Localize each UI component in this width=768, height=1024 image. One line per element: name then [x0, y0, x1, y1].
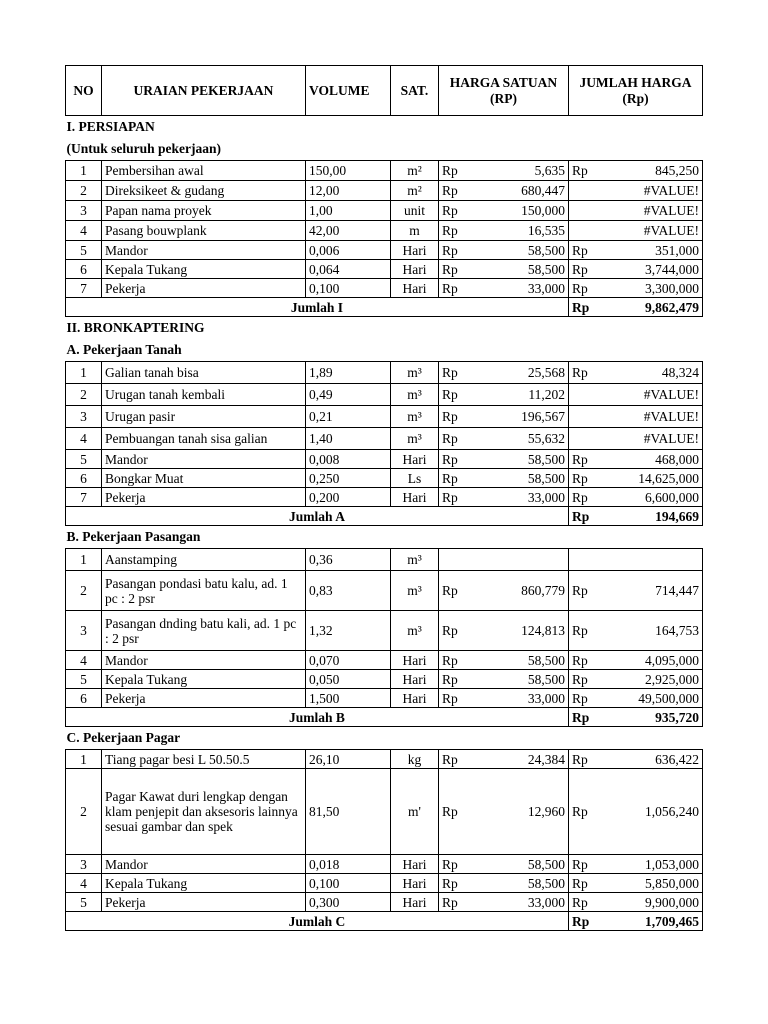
section-title: A. Pekerjaan Tanah [66, 342, 182, 357]
row-price-currency: Rp [439, 384, 479, 406]
table-row [66, 769, 703, 855]
row-price-currency: Rp [439, 689, 479, 708]
row-total-currency: Rp [569, 260, 609, 279]
table-row [66, 260, 703, 279]
row-unit-price: 33,000 [479, 689, 569, 708]
row-price-currency: Rp [439, 450, 479, 469]
row-total: 48,324 [609, 362, 703, 384]
subtotal-currency: Rp [569, 507, 609, 526]
row-volume: 0,050 [306, 670, 391, 689]
row-no: 3 [66, 406, 102, 428]
row-unit-price: 24,384 [479, 750, 569, 769]
row-no: 6 [66, 689, 102, 708]
row-volume: 0,49 [306, 384, 391, 406]
row-unit: Ls [391, 469, 439, 488]
row-unit-price: 680,447 [479, 181, 569, 201]
row-description: Pembersihan awal [102, 161, 306, 181]
section-title: (Untuk seluruh pekerjaan) [66, 141, 222, 156]
row-description: Pekerja [102, 893, 306, 912]
row-total: 4,095,000 [609, 651, 703, 670]
row-total: 2,925,000 [609, 670, 703, 689]
row-unit: Hari [391, 855, 439, 874]
row-description: Pekerja [102, 488, 306, 507]
row-price-currency: Rp [439, 362, 479, 384]
row-price-currency: Rp [439, 241, 479, 260]
table-row [66, 450, 703, 469]
row-total-currency: Rp [569, 874, 609, 893]
row-unit: Hari [391, 241, 439, 260]
row-volume: 0,300 [306, 893, 391, 912]
section-title-row [66, 339, 703, 362]
row-unit-price: 33,000 [479, 279, 569, 298]
rab-table [65, 65, 703, 931]
section-title: I. PERSIAPAN [66, 119, 155, 134]
row-unit-price: 196,567 [479, 406, 569, 428]
row-volume: 0,36 [306, 549, 391, 571]
row-total-currency: Rp [569, 611, 609, 651]
row-no: 7 [66, 488, 102, 507]
row-no: 7 [66, 279, 102, 298]
row-total-currency [569, 221, 609, 241]
subtotal-row [66, 708, 703, 727]
header-no: NO [66, 66, 102, 116]
row-price-currency: Rp [439, 181, 479, 201]
section-title-row [66, 526, 703, 549]
subtotal-amount: 935,720 [609, 708, 703, 727]
row-no: 2 [66, 571, 102, 611]
row-unit: Hari [391, 893, 439, 912]
row-description: Pembuangan tanah sisa galian [102, 428, 306, 450]
row-total: 6,600,000 [609, 488, 703, 507]
row-no: 4 [66, 428, 102, 450]
row-total-currency: Rp [569, 488, 609, 507]
row-volume: 150,00 [306, 161, 391, 181]
row-unit: Hari [391, 670, 439, 689]
row-volume: 0,100 [306, 279, 391, 298]
row-total-currency [569, 181, 609, 201]
row-total-currency: Rp [569, 689, 609, 708]
row-no: 5 [66, 450, 102, 469]
row-total: 1,056,240 [609, 769, 703, 855]
row-no: 2 [66, 769, 102, 855]
table-row [66, 689, 703, 708]
row-unit: Hari [391, 488, 439, 507]
row-total: 3,300,000 [609, 279, 703, 298]
subtotal-label: Jumlah C [66, 912, 569, 931]
header-uraian: URAIAN PEKERJAAN [102, 66, 306, 116]
row-price-currency: Rp [439, 221, 479, 241]
table-row [66, 893, 703, 912]
row-total [609, 549, 703, 571]
row-total: #VALUE! [609, 384, 703, 406]
table-row [66, 221, 703, 241]
table-row [66, 384, 703, 406]
section-title-row [66, 727, 703, 750]
subtotal-label: Jumlah A [66, 507, 569, 526]
table-row [66, 571, 703, 611]
subtotal-currency: Rp [569, 912, 609, 931]
header-sat: SAT. [391, 66, 439, 116]
row-no: 3 [66, 201, 102, 221]
row-total: #VALUE! [609, 221, 703, 241]
row-total-currency: Rp [569, 571, 609, 611]
row-unit: kg [391, 750, 439, 769]
row-no: 3 [66, 611, 102, 651]
row-volume: 42,00 [306, 221, 391, 241]
row-unit-price: 58,500 [479, 874, 569, 893]
row-price-currency: Rp [439, 279, 479, 298]
section-title-row [66, 317, 703, 340]
row-volume: 0,100 [306, 874, 391, 893]
row-volume: 0,006 [306, 241, 391, 260]
row-total: 714,447 [609, 571, 703, 611]
row-volume: 0,008 [306, 450, 391, 469]
row-volume: 1,40 [306, 428, 391, 450]
row-total: 468,000 [609, 450, 703, 469]
row-volume: 0,200 [306, 488, 391, 507]
row-total-currency: Rp [569, 651, 609, 670]
row-price-currency: Rp [439, 161, 479, 181]
row-total-currency [569, 201, 609, 221]
row-unit-price: 55,632 [479, 428, 569, 450]
row-unit: Hari [391, 689, 439, 708]
row-description: Mandor [102, 651, 306, 670]
row-unit-price: 860,779 [479, 571, 569, 611]
rab-document [65, 65, 702, 931]
row-description: Pekerja [102, 279, 306, 298]
row-volume: 0,070 [306, 651, 391, 670]
table-row [66, 161, 703, 181]
table-row [66, 488, 703, 507]
table-row [66, 406, 703, 428]
row-description: Tiang pagar besi L 50.50.5 [102, 750, 306, 769]
row-unit: m' [391, 769, 439, 855]
row-description: Kepala Tukang [102, 260, 306, 279]
row-price-currency: Rp [439, 260, 479, 279]
table-row [66, 670, 703, 689]
table-row [66, 651, 703, 670]
row-description: Pasangan dnding batu kali, ad. 1 pc : 2 psr [102, 611, 306, 651]
row-price-currency: Rp [439, 469, 479, 488]
row-unit: m³ [391, 611, 439, 651]
row-unit: Hari [391, 260, 439, 279]
row-unit: m² [391, 161, 439, 181]
row-price-currency: Rp [439, 893, 479, 912]
subtotal-currency: Rp [569, 298, 609, 317]
row-total-currency: Rp [569, 362, 609, 384]
row-no: 4 [66, 651, 102, 670]
row-description: Kepala Tukang [102, 874, 306, 893]
row-no: 5 [66, 241, 102, 260]
row-unit-price: 12,960 [479, 769, 569, 855]
row-no: 4 [66, 221, 102, 241]
row-unit-price [479, 549, 569, 571]
row-unit: m [391, 221, 439, 241]
row-no: 6 [66, 260, 102, 279]
table-row [66, 241, 703, 260]
row-total: 49,500,000 [609, 689, 703, 708]
row-price-currency: Rp [439, 874, 479, 893]
row-no: 1 [66, 750, 102, 769]
section-title: B. Pekerjaan Pasangan [66, 529, 201, 544]
row-unit-price: 33,000 [479, 488, 569, 507]
row-description: Urugan tanah kembali [102, 384, 306, 406]
header-jumlah-harga: JUMLAH HARGA (Rp) [569, 66, 703, 116]
row-total-currency: Rp [569, 241, 609, 260]
row-description: Kepala Tukang [102, 670, 306, 689]
row-total: #VALUE! [609, 181, 703, 201]
row-total-currency: Rp [569, 855, 609, 874]
row-total-currency: Rp [569, 279, 609, 298]
table-row [66, 611, 703, 651]
header-harga-satuan: HARGA SATUAN (RP) [439, 66, 569, 116]
section-title: C. Pekerjaan Pagar [66, 730, 181, 745]
row-total: #VALUE! [609, 406, 703, 428]
table-header-row [66, 66, 703, 116]
row-unit: m³ [391, 549, 439, 571]
row-no: 1 [66, 362, 102, 384]
row-price-currency: Rp [439, 571, 479, 611]
row-total-currency: Rp [569, 750, 609, 769]
row-unit: Hari [391, 279, 439, 298]
row-total-currency [569, 384, 609, 406]
row-price-currency: Rp [439, 769, 479, 855]
row-unit: Hari [391, 874, 439, 893]
row-description: Pasangan pondasi batu kalu, ad. 1 pc : 2 psr [102, 571, 306, 611]
row-unit: m³ [391, 384, 439, 406]
row-total-currency [569, 428, 609, 450]
row-description: Papan nama proyek [102, 201, 306, 221]
table-body [66, 116, 703, 931]
section-title-row [66, 138, 703, 161]
row-no: 5 [66, 893, 102, 912]
row-price-currency: Rp [439, 201, 479, 221]
row-unit-price: 58,500 [479, 241, 569, 260]
row-unit-price: 5,635 [479, 161, 569, 181]
row-description: Mandor [102, 855, 306, 874]
row-total: #VALUE! [609, 428, 703, 450]
row-price-currency: Rp [439, 406, 479, 428]
row-price-currency: Rp [439, 488, 479, 507]
row-description: Pagar Kawat duri lengkap dengan klam penjepit dan aksesoris lainnya sesuai gambar dan spek [102, 769, 306, 855]
row-description: Galian tanah bisa [102, 362, 306, 384]
section-title-row [66, 116, 703, 139]
row-volume: 0,018 [306, 855, 391, 874]
row-total: 14,625,000 [609, 469, 703, 488]
subtotal-row [66, 912, 703, 931]
table-row [66, 874, 703, 893]
row-no: 3 [66, 855, 102, 874]
row-price-currency: Rp [439, 670, 479, 689]
row-no: 6 [66, 469, 102, 488]
row-unit: unit [391, 201, 439, 221]
row-unit-price: 124,813 [479, 611, 569, 651]
row-total-currency: Rp [569, 769, 609, 855]
row-total: 845,250 [609, 161, 703, 181]
row-total: #VALUE! [609, 201, 703, 221]
table-row [66, 201, 703, 221]
row-unit-price: 58,500 [479, 670, 569, 689]
row-no: 2 [66, 384, 102, 406]
subtotal-amount: 9,862,479 [609, 298, 703, 317]
row-total: 1,053,000 [609, 855, 703, 874]
row-volume: 1,00 [306, 201, 391, 221]
row-volume: 1,89 [306, 362, 391, 384]
row-volume: 26,10 [306, 750, 391, 769]
row-no: 1 [66, 161, 102, 181]
row-description: Aanstamping [102, 549, 306, 571]
subtotal-label: Jumlah I [66, 298, 569, 317]
row-volume: 0,83 [306, 571, 391, 611]
row-unit-price: 150,000 [479, 201, 569, 221]
row-total-currency: Rp [569, 161, 609, 181]
row-unit-price: 58,500 [479, 260, 569, 279]
table-row [66, 855, 703, 874]
subtotal-row [66, 507, 703, 526]
row-unit-price: 58,500 [479, 469, 569, 488]
row-no: 1 [66, 549, 102, 571]
table-row [66, 279, 703, 298]
row-price-currency: Rp [439, 611, 479, 651]
row-total-currency: Rp [569, 670, 609, 689]
row-total: 5,850,000 [609, 874, 703, 893]
row-volume: 1,32 [306, 611, 391, 651]
table-row [66, 362, 703, 384]
table-row [66, 549, 703, 571]
row-unit: m³ [391, 406, 439, 428]
row-unit-price: 16,535 [479, 221, 569, 241]
row-unit-price: 58,500 [479, 651, 569, 670]
table-row [66, 428, 703, 450]
row-unit-price: 25,568 [479, 362, 569, 384]
row-description: Mandor [102, 241, 306, 260]
table-row [66, 181, 703, 201]
row-price-currency: Rp [439, 750, 479, 769]
row-volume: 81,50 [306, 769, 391, 855]
row-price-currency [439, 549, 479, 571]
row-no: 2 [66, 181, 102, 201]
row-total: 351,000 [609, 241, 703, 260]
row-unit: m³ [391, 571, 439, 611]
row-total: 636,422 [609, 750, 703, 769]
row-unit-price: 58,500 [479, 450, 569, 469]
row-unit-price: 33,000 [479, 893, 569, 912]
row-unit-price: 11,202 [479, 384, 569, 406]
row-volume: 0,21 [306, 406, 391, 428]
row-volume: 12,00 [306, 181, 391, 201]
row-no: 4 [66, 874, 102, 893]
row-price-currency: Rp [439, 651, 479, 670]
row-unit: Hari [391, 651, 439, 670]
row-description: Urugan pasir [102, 406, 306, 428]
row-total-currency [569, 406, 609, 428]
subtotal-row [66, 298, 703, 317]
row-total: 9,900,000 [609, 893, 703, 912]
row-total: 3,744,000 [609, 260, 703, 279]
row-total-currency: Rp [569, 469, 609, 488]
row-description: Pekerja [102, 689, 306, 708]
row-total-currency: Rp [569, 450, 609, 469]
row-description: Pasang bouwplank [102, 221, 306, 241]
row-volume: 1,500 [306, 689, 391, 708]
row-no: 5 [66, 670, 102, 689]
row-volume: 0,250 [306, 469, 391, 488]
section-title: II. BRONKAPTERING [66, 320, 205, 335]
row-description: Direksikeet & gudang [102, 181, 306, 201]
row-unit: m² [391, 181, 439, 201]
row-volume: 0,064 [306, 260, 391, 279]
row-description: Mandor [102, 450, 306, 469]
row-price-currency: Rp [439, 855, 479, 874]
row-unit: Hari [391, 450, 439, 469]
row-price-currency: Rp [439, 428, 479, 450]
table-row [66, 469, 703, 488]
row-total-currency: Rp [569, 893, 609, 912]
row-total: 164,753 [609, 611, 703, 651]
subtotal-amount: 1,709,465 [609, 912, 703, 931]
header-volume: VOLUME [306, 66, 391, 116]
row-unit-price: 58,500 [479, 855, 569, 874]
subtotal-currency: Rp [569, 708, 609, 727]
row-total-currency [569, 549, 609, 571]
row-unit: m³ [391, 428, 439, 450]
subtotal-amount: 194,669 [609, 507, 703, 526]
row-description: Bongkar Muat [102, 469, 306, 488]
table-row [66, 750, 703, 769]
row-unit: m³ [391, 362, 439, 384]
subtotal-label: Jumlah B [66, 708, 569, 727]
